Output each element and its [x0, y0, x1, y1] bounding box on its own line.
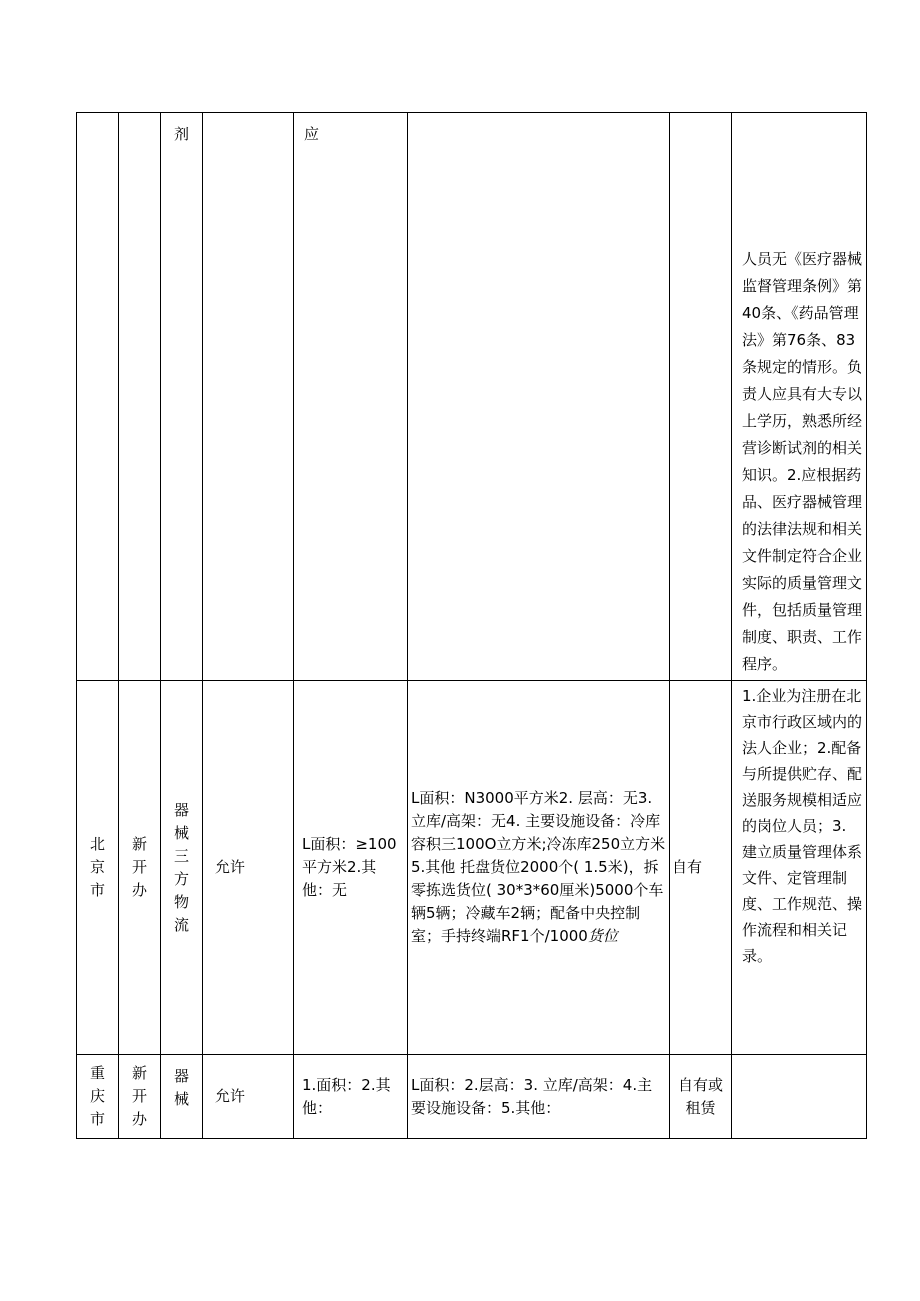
regulation-table — [76, 112, 867, 1139]
warehouse-cell: L面积：2.层高：3. 立库/高架：4.主要设施设备：5.其他： — [408, 1055, 670, 1139]
region-cell: 北京市 — [77, 681, 119, 1055]
personnel-cell: 1.企业为注册在北京市行政区域内的法人企业；2.配备与所提供贮存、配送服务规模相适应的岗位人员；3. 建立质量管理体系文件、定管理制度、工作规范、操作流程和相关记录。 — [732, 681, 867, 1055]
warehouse-text: L面积：N3000平方米2. 层高：无3.立库/高架：无4. 主要设施设备：冷库容积三100O立方米;冷冻库250立方米5.其他 托盘货位2000个( 1.5米)，拆零拣选货位( 30*3*60厘米)5000个车辆5辆；冷藏车2辆；配备中央控制室；手持终端RF1个/1000 — [411, 789, 666, 945]
status-cell: 允许 — [203, 681, 294, 1055]
category-cell: 器械 — [161, 1055, 203, 1139]
personnel-cell: 人员无《医疗器械监督管理条例》第40条、《药品管理法》第76条、83条规定的情形。负责人应具有大专以上学历，熟悉所经营诊断试剂的相关知识。2.应根据药品、医疗器械管理的法律法规和相关文件制定符合企业实际的质量管理文件，包括质量管理制度、职责、工作程序。 — [732, 113, 867, 681]
office-cell: 应 — [294, 113, 408, 681]
vehicle-cell: 自有 — [670, 681, 732, 1055]
type-cell — [119, 113, 161, 681]
type-cell: 新开办 — [119, 681, 161, 1055]
warehouse-cell — [408, 681, 670, 1055]
warehouse-text-tail: 货位 — [587, 927, 618, 945]
office-cell: 1.面积：2.其他： — [294, 1055, 408, 1139]
vehicle-cell: 自有或租赁 — [670, 1055, 732, 1139]
status-cell: 允许 — [203, 1055, 294, 1139]
office-cell: L面积：≥100平方米2.其他：无 — [294, 681, 408, 1055]
table-row — [77, 1055, 867, 1139]
table-row — [77, 681, 867, 1055]
type-cell: 新开办 — [119, 1055, 161, 1139]
category-cell: 剂 — [161, 113, 203, 681]
table-row — [77, 113, 867, 681]
region-cell: 重庆市 — [77, 1055, 119, 1139]
warehouse-cell — [408, 113, 670, 681]
region-cell — [77, 113, 119, 681]
status-cell — [203, 113, 294, 681]
personnel-cell — [732, 1055, 867, 1139]
category-cell: 器械三方物流 — [161, 681, 203, 1055]
vehicle-cell — [670, 113, 732, 681]
